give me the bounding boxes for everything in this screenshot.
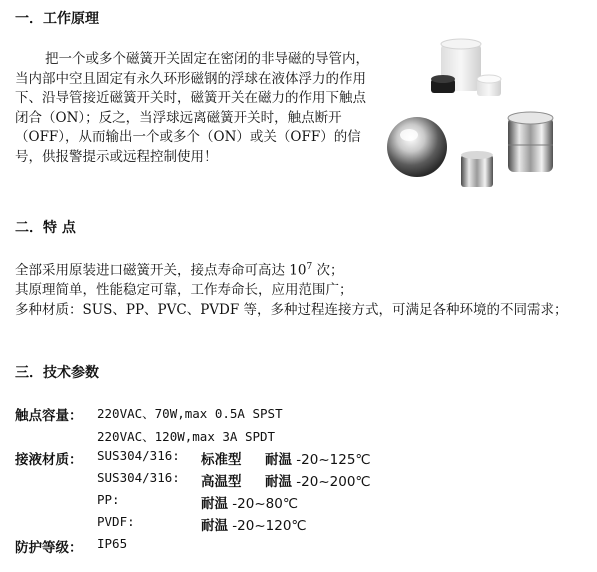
material-temperature: 耐温 -20~125℃ — [265, 452, 371, 468]
section-heading-principle: 一．工作原理 — [15, 11, 99, 27]
section-heading-specs: 三．技术参数 — [15, 365, 99, 381]
material-label: 接液材质： — [15, 452, 83, 468]
feature-item-lifetime: 全部采用原装进口磁簧开关，接点寿命可高达 $10^7$ 次； — [15, 262, 344, 279]
features-list — [15, 258, 585, 320]
material-temperature: 耐温 -20~200℃ — [265, 474, 371, 490]
contact-capacity-value: 220VAC、70W,max 0.5A SPST — [97, 406, 283, 421]
material-name: PVDF: — [97, 514, 135, 529]
feature-item-reliability: 其原理简单，性能稳定可靠，工作寿命长，应用范围广； — [15, 282, 353, 298]
protection-value: IP65 — [97, 536, 128, 551]
float-switch-product-photo — [383, 35, 583, 190]
material-temperature: 耐温 -20~120℃ — [201, 518, 307, 534]
principle-paragraph: 把一个或多个磁簧开关固定在密闭的非导磁的导管内，当内部中空且固定有永久环形磁钢的浮球在液体浮力的作用下、沿导管接近磁簧开关时，磁簧开关在磁力的作用下触点闭合（ON）；反之，当浮球远离磁簧开关时，触点断开（OFF），从而输出一个或多个（ON）或关（OFF）的信号，供报警提示或远程控制使用！ — [15, 51, 369, 165]
material-type: 标准型 — [201, 452, 242, 468]
material-name: SUS304/316: — [97, 470, 180, 485]
material-name: PP: — [97, 492, 120, 507]
section-heading-features: 二．特 点 — [15, 220, 76, 236]
contact-capacity-value: 220VAC、120W,max 3A SPDT — [97, 429, 276, 444]
protection-label: 防护等级： — [15, 540, 83, 556]
feature-item-materials: 多种材质：SUS、PP、PVC、PVDF 等，多种过程连接方式，可满足各种环境的不同需求； — [15, 301, 568, 318]
material-name: SUS304/316: — [97, 448, 180, 463]
material-temperature: 耐温 -20~80℃ — [201, 496, 298, 512]
contact-capacity-label: 触点容量： — [15, 408, 83, 424]
material-type: 高温型 — [201, 474, 242, 490]
